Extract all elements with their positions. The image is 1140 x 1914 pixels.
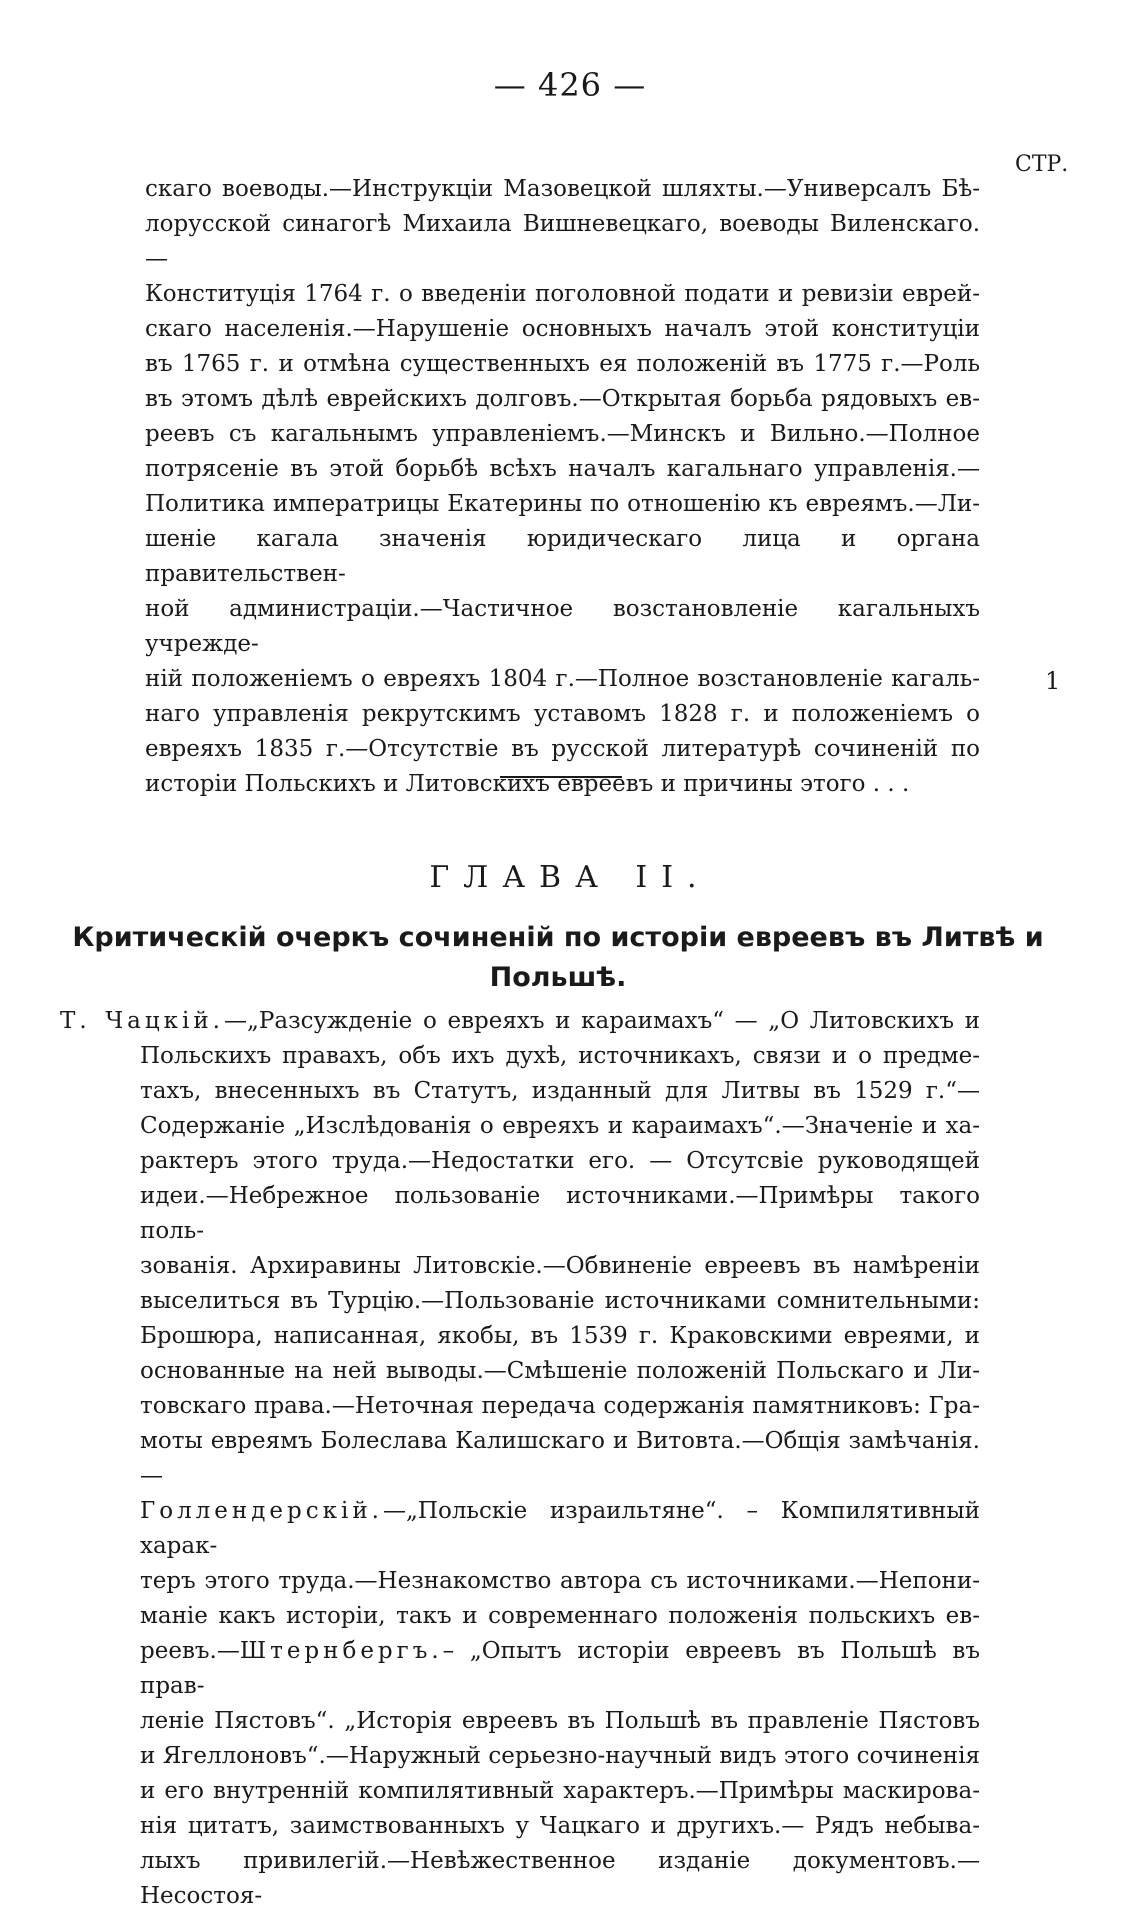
text-line: наго управленія рекрутскимъ уставомъ 1828 г. и положеніемъ о [145, 701, 980, 727]
text-line: основанные на ней выводы.—Смѣшеніе положеній Польскаго и Ли- [140, 1358, 980, 1384]
chapter-title: ГЛАВА II. [429, 860, 711, 895]
text-line: лорусской синагогѣ Михаила Вишневецкаго, воеводы Виленскаго.— [145, 211, 980, 272]
text-run: —„Польскіе израильтяне“. – Компилятивный харак- [140, 1498, 980, 1559]
text-line: ній положеніемъ о евреяхъ 1804 г.—Полное возстановленіе кагаль- [145, 666, 980, 692]
text-line: Политика императрицы Екатерины по отношенію къ евреямъ.—Ли- [145, 491, 980, 517]
text-run: реевъ.— [140, 1638, 240, 1664]
text-line: шеніе кагала значенія юридическаго лица и органа правительствен- [145, 526, 980, 587]
text-line: выселиться въ Турцію.—Пользованіе источниками сомнительными: [140, 1288, 980, 1314]
text-line: скаго воеводы.—Инструкціи Мазовецкой шляхты.—Универсалъ Бѣ- [145, 176, 980, 202]
text-line: зованія. Архиравины Литовскіе.—Обвиненіе евреевъ въ намѣреніи [140, 1253, 980, 1279]
text-line: ной администраціи.—Частичное возстановленіе кагальныхъ учрежде- [145, 596, 980, 657]
text-line: теръ этого труда.—Незнакомство автора съ источниками.—Непони- [140, 1568, 980, 1594]
page-column-label: СТР. [1015, 152, 1069, 177]
text-line: скаго населенія.—Нарушеніе основныхъ началъ этой конституціи [145, 316, 980, 342]
text-line: потрясеніе въ этой борьбѣ всѣхъ началъ кагальнаго управленія.— [145, 456, 980, 482]
text-line: реевъ съ кагальнымъ управленіемъ.—Минскъ и Вильно.—Полное [145, 421, 980, 447]
text-line: тахъ, внесенныхъ въ Статутъ, изданный для Литвы въ 1529 г.“— [140, 1078, 980, 1104]
text-line: евреяхъ 1835 г.—Отсутствіе въ русской литературѣ сочиненій по [145, 736, 980, 762]
page-number: — 426 — [493, 66, 647, 104]
text-line: лыхъ привилегій.—Невѣжественное изданіе документовъ.—Несостоя- [140, 1848, 980, 1909]
text-line: Конституція 1764 г. о введеніи поголовной подати и ревизіи еврей- [145, 281, 980, 307]
text-line [60, 1634, 980, 1704]
chapter-paragraph [60, 1004, 980, 1914]
toc-page-reference: 1 [1045, 667, 1061, 695]
text-line: исторіи Польскихъ и Литовскихъ евреевъ и причины этого . . . [145, 771, 910, 797]
text-line: и его внутренній компилятивный характеръ.—Примѣры маскирова- [140, 1778, 980, 1804]
text-line [60, 1494, 980, 1564]
text-line: маніе какъ исторіи, такъ и современнаго положенія польскихъ ев- [140, 1603, 980, 1629]
toc-entry-text [145, 172, 980, 802]
text-run: —„Разсужденіе о евреяхъ и караимахъ“ — „О Литовскихъ и [223, 1008, 980, 1034]
text-line: Брошюра, написанная, якобы, въ 1539 г. Краковскими евреями, и [140, 1323, 980, 1349]
section-divider [500, 776, 622, 778]
author-name: Штернбергъ. [239, 1638, 443, 1664]
chapter-subtitle: Критическій очеркъ сочиненій по исторіи евреевъ въ Литвѣ и Польшѣ. [72, 922, 1044, 993]
text-line [60, 1004, 980, 1039]
text-run: – „Опытъ исторіи евреевъ въ Польшѣ въ прав- [140, 1638, 980, 1699]
text-line: Содержаніе „Изслѣдованія о евреяхъ и караимахъ“.—Значеніе и ха- [140, 1113, 980, 1139]
text-line: идеи.—Небрежное пользованіе источниками.—Примѣры такого поль- [140, 1183, 980, 1244]
text-line: леніе Пястовъ“. „Исторія евреевъ въ Польшѣ въ правленіе Пястовъ [140, 1708, 980, 1734]
text-line: товскаго права.—Неточная передача содержанія памятниковъ: Гра- [140, 1393, 980, 1419]
text-line: нія цитатъ, заимствованныхъ у Чацкаго и другихъ.— Рядъ небыва- [140, 1813, 980, 1839]
author-name: Т. Чацкій. [60, 1008, 224, 1034]
text-line: рактеръ этого труда.—Недостатки его. — Отсутсвіе руководящей [140, 1148, 980, 1174]
text-line: въ этомъ дѣлѣ еврейскихъ долговъ.—Открытая борьба рядовыхъ ев- [145, 386, 980, 412]
text-line: моты евреямъ Болеслава Калишскаго и Витовта.—Общія замѣчанія.— [140, 1428, 980, 1489]
text-line: и Ягеллоновъ“.—Наружный серьезно-научный видъ этого сочиненія [140, 1743, 980, 1769]
author-name: Голлендерскій. [140, 1498, 383, 1524]
text-line: въ 1765 г. и отмѣна существенныхъ ея положеній въ 1775 г.—Роль [145, 351, 980, 377]
text-line: Польскихъ правахъ, объ ихъ духѣ, источникахъ, связи и о предме- [140, 1043, 980, 1069]
